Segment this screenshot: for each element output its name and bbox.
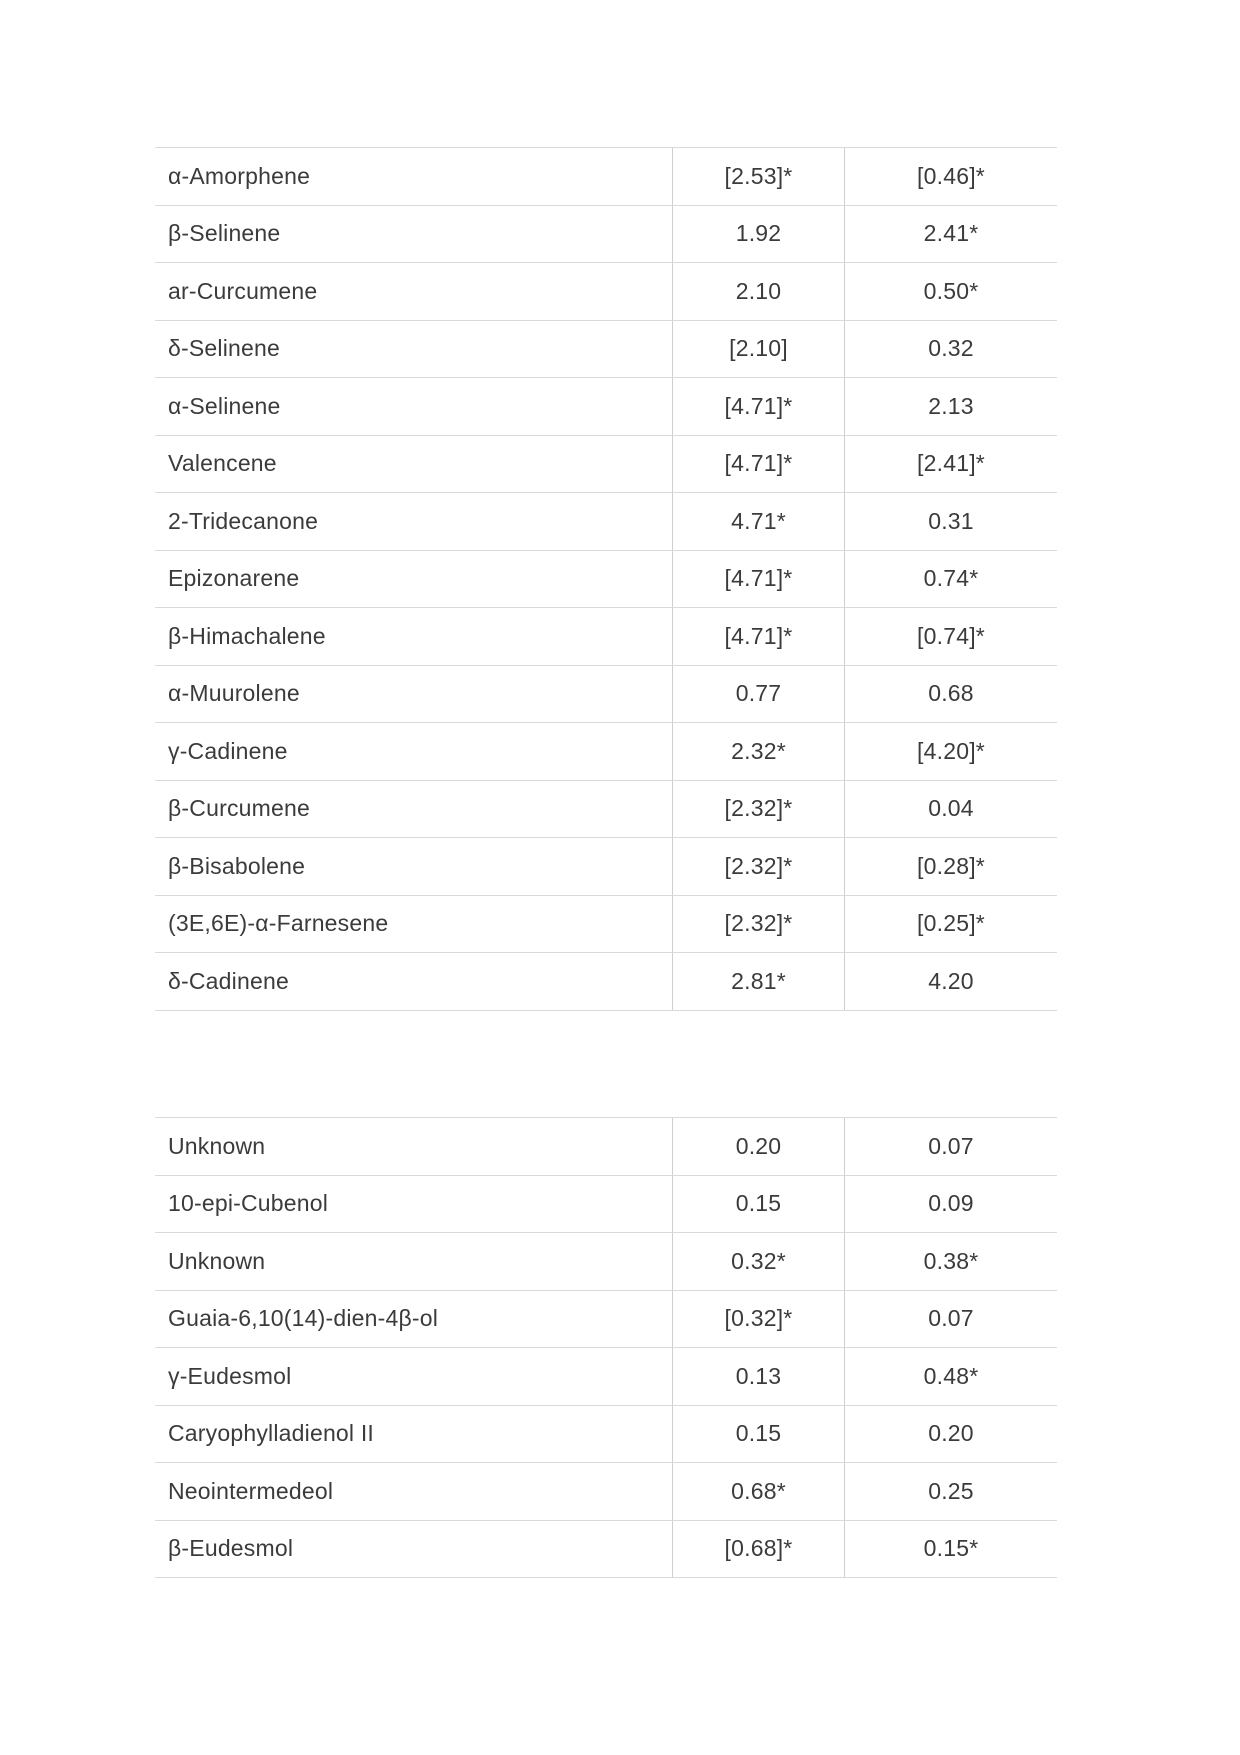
value-col2: 0.09: [928, 1190, 974, 1217]
value-col1: [0.32]*: [673, 1291, 845, 1348]
value-col2: 0.68: [928, 680, 974, 707]
table-row: [155, 378, 1057, 436]
table-row: [155, 1463, 1057, 1521]
value-col1: 2.10: [673, 263, 845, 320]
table-row: [155, 781, 1057, 839]
compound-name: α-Amorphene: [155, 148, 673, 205]
compound-name: β-Eudesmol: [155, 1521, 673, 1578]
value-col2: 0.50*: [923, 277, 979, 304]
table-row: [155, 1118, 1057, 1176]
table-row: [155, 1521, 1057, 1579]
compound-name: β-Selinene: [155, 206, 673, 263]
value-col2: 0.04: [928, 795, 974, 822]
value-col2: 0.07: [928, 1305, 974, 1332]
table-row: [155, 723, 1057, 781]
value-col2: [0.25]*: [917, 910, 985, 937]
value-col2: [4.20]*: [917, 737, 985, 764]
table-row: [155, 551, 1057, 609]
compound-name: Neointermedeol: [155, 1463, 673, 1520]
value-col1: [2.32]*: [673, 838, 845, 895]
value-col1: [0.68]*: [673, 1521, 845, 1578]
compound-name: (3E,6E)-α-Farnesene: [155, 896, 673, 953]
value-col1: 0.15: [673, 1406, 845, 1463]
compound-name: Valencene: [155, 436, 673, 493]
table-row: [155, 1176, 1057, 1234]
value-col1: 2.81*: [673, 953, 845, 1010]
value-col1: 0.20: [673, 1118, 845, 1175]
value-col2: 0.38*: [923, 1247, 979, 1274]
compound-name: 2-Tridecanone: [155, 493, 673, 550]
table-row: [155, 1406, 1057, 1464]
table-row: [155, 1291, 1057, 1349]
compound-name: γ-Eudesmol: [155, 1348, 673, 1405]
value-col2: 0.48*: [923, 1362, 979, 1389]
value-col1: 4.71*: [673, 493, 845, 550]
compound-name: δ-Selinene: [155, 321, 673, 378]
compound-name: α-Muurolene: [155, 666, 673, 723]
compound-name: α-Selinene: [155, 378, 673, 435]
value-col2: [0.46]*: [917, 162, 985, 189]
table-row: [155, 838, 1057, 896]
value-col1: 0.77: [673, 666, 845, 723]
compound-name: Unknown: [155, 1118, 673, 1175]
compound-name: γ-Cadinene: [155, 723, 673, 780]
table-row: [155, 1233, 1057, 1291]
value-col1: [4.71]*: [673, 436, 845, 493]
table-row: [155, 1348, 1057, 1406]
compound-name: Unknown: [155, 1233, 673, 1290]
value-col1: 2.32*: [673, 723, 845, 780]
compound-name: Caryophylladienol II: [155, 1406, 673, 1463]
value-col2: 0.74*: [923, 565, 979, 592]
value-col1: 0.32*: [673, 1233, 845, 1290]
table-row: [155, 493, 1057, 551]
value-col2: [2.41]*: [917, 450, 985, 477]
value-col1: 0.68*: [673, 1463, 845, 1520]
table-row: [155, 206, 1057, 264]
value-col1: [4.71]*: [673, 378, 845, 435]
value-col1: [4.71]*: [673, 608, 845, 665]
value-col2: 0.15*: [923, 1535, 979, 1562]
table-row: [155, 263, 1057, 321]
value-col2: 2.13: [928, 392, 974, 419]
value-col2: 0.31: [928, 507, 974, 534]
value-col2: 4.20: [928, 967, 974, 994]
table-row: [155, 896, 1057, 954]
value-col2: 0.32: [928, 335, 974, 362]
compound-name: 10-epi-Cubenol: [155, 1176, 673, 1233]
value-col2: 0.20: [928, 1420, 974, 1447]
table-row: [155, 321, 1057, 379]
value-col1: [2.32]*: [673, 896, 845, 953]
table-row: [155, 666, 1057, 724]
value-col2: [0.28]*: [917, 852, 985, 879]
value-col1: [2.10]: [673, 321, 845, 378]
composition-table-lower: [155, 1117, 1057, 1578]
compound-name: ar-Curcumene: [155, 263, 673, 320]
value-col1: 0.15: [673, 1176, 845, 1233]
value-col1: [4.71]*: [673, 551, 845, 608]
value-col1: [2.53]*: [673, 148, 845, 205]
value-col2: 2.41*: [923, 220, 979, 247]
compound-name: Guaia-6,10(14)-dien-4β-ol: [155, 1291, 673, 1348]
compound-name: δ-Cadinene: [155, 953, 673, 1010]
compound-name: β-Bisabolene: [155, 838, 673, 895]
table-row: [155, 148, 1057, 206]
composition-table-upper: [155, 147, 1057, 1011]
compound-name: β-Himachalene: [155, 608, 673, 665]
value-col2: 0.25: [928, 1477, 974, 1504]
value-col2: [0.74]*: [917, 622, 985, 649]
table-row: [155, 436, 1057, 494]
compound-name: Epizonarene: [155, 551, 673, 608]
value-col1: [2.32]*: [673, 781, 845, 838]
table-row: [155, 953, 1057, 1011]
value-col2: 0.07: [928, 1132, 974, 1159]
compound-name: β-Curcumene: [155, 781, 673, 838]
value-col1: 1.92: [673, 206, 845, 263]
table-row: [155, 608, 1057, 666]
value-col1: 0.13: [673, 1348, 845, 1405]
